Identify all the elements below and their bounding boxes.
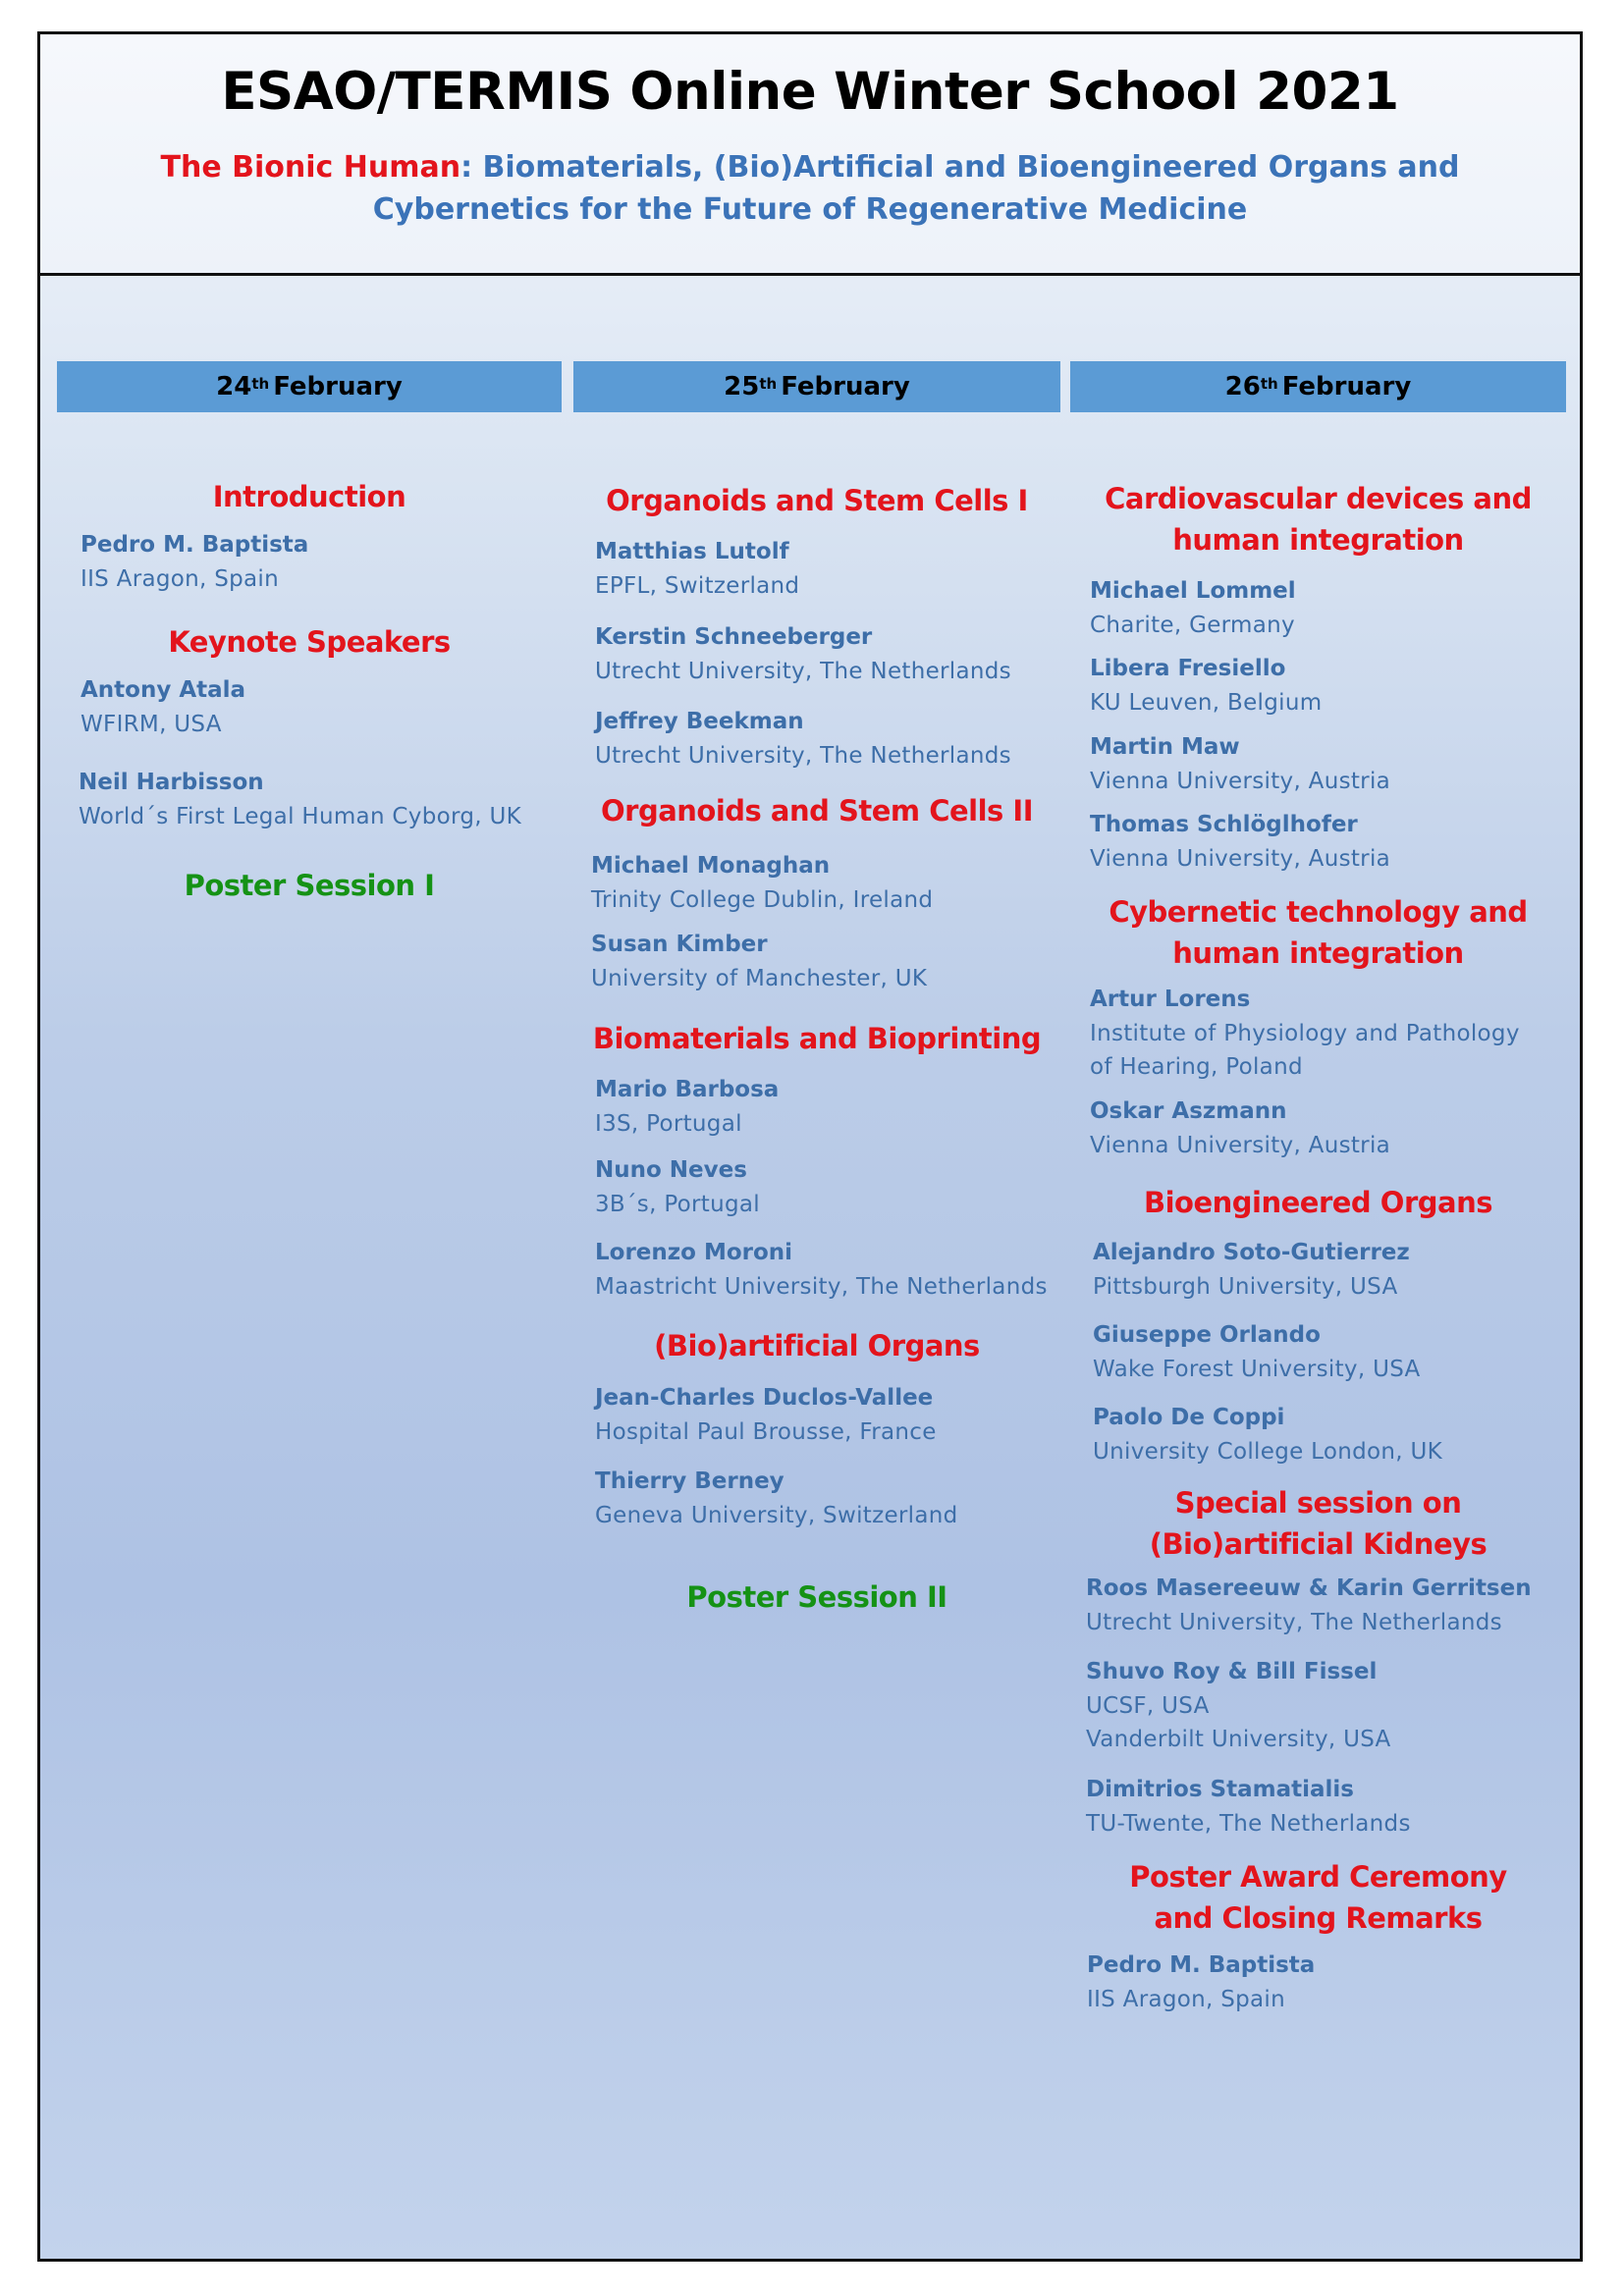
speaker-affiliation: UCSF, USA Vanderbilt University, USA (1086, 1693, 1391, 1752)
speaker-entry (595, 619, 1011, 688)
section-title-poster-1: Poster Session I (184, 869, 435, 902)
section-title-poster-2: Poster Session II (686, 1580, 947, 1614)
speaker-entry (591, 848, 933, 917)
speaker-name: Dimitrios Stamatialis (1086, 1777, 1354, 1802)
speaker-affiliation: Vienna University, Austria (1090, 769, 1391, 794)
speaker-affiliation: Utrecht University, The Netherlands (595, 659, 1011, 684)
speaker-entry (1087, 1948, 1315, 2016)
speaker-affiliation: Charite, Germany (1090, 613, 1295, 638)
speaker-affiliation: Vienna University, Austria (1090, 1133, 1391, 1158)
speaker-affiliation: Utrecht University, The Netherlands (595, 743, 1011, 769)
speaker-affiliation: Geneva University, Switzerland (595, 1503, 958, 1528)
speaker-entry (81, 672, 245, 741)
speaker-name: Oskar Aszmann (1090, 1098, 1287, 1124)
speaker-entry (1086, 1654, 1391, 1756)
day-suffix: th (759, 375, 778, 393)
speaker-entry (595, 1380, 937, 1449)
speaker-affiliation: 3B´s, Portugal (595, 1192, 760, 1217)
speaker-entry (595, 704, 1011, 773)
speaker-entry (1093, 1400, 1442, 1468)
speaker-entry (1090, 729, 1390, 798)
speaker-name: Alejandro Soto-Gutierrez (1093, 1240, 1410, 1265)
page-title: ESAO/TERMIS Online Winter School 2021 (221, 62, 1399, 122)
page-subtitle (99, 146, 1521, 231)
speaker-name: Pedro M. Baptista (1087, 1952, 1316, 1978)
speaker-affiliation: Maastricht University, The Netherlands (595, 1274, 1048, 1300)
section-title-organoids-2: Organoids and Stem Cells II (601, 794, 1033, 828)
speaker-affiliation: EPFL, Switzerland (595, 573, 800, 599)
speaker-name: Michael Lommel (1090, 578, 1296, 604)
speaker-name: Kerstin Schneeberger (595, 624, 873, 650)
section-title-biomaterials: Biomaterials and Bioprinting (592, 1022, 1042, 1055)
speaker-entry (1090, 1094, 1390, 1162)
speaker-name: Jean-Charles Duclos-Vallee (595, 1385, 934, 1411)
section-title-closing: Poster Award Ceremony and Closing Remarks (1129, 1860, 1507, 1935)
subtitle-text: : Biomaterials, (Bio)Artificial and Bioengineered Organs and Cybernetics for the Future of Regenerative Medicine (372, 150, 1460, 227)
speaker-entry (595, 1235, 1048, 1304)
section-title-bioengineered: Bioengineered Organs (1144, 1186, 1492, 1219)
speaker-affiliation: World´s First Legal Human Cyborg, UK (79, 804, 521, 829)
speaker-name: Michael Monaghan (591, 853, 831, 879)
speaker-name: Jeffrey Beekman (595, 709, 804, 734)
day-month: February (781, 372, 910, 401)
speaker-affiliation: University of Manchester, UK (591, 966, 928, 991)
section-title-bioartificial-organs: (Bio)artificial Organs (654, 1329, 980, 1362)
speaker-entry (595, 1464, 958, 1532)
day-number: 24 (216, 372, 252, 401)
speaker-entry (79, 765, 521, 833)
speaker-affiliation: University College London, UK (1093, 1439, 1443, 1465)
speaker-name: Pedro M. Baptista (81, 532, 309, 558)
section-title-kidneys: Special session on (Bio)artificial Kidneys (1149, 1486, 1488, 1561)
section-title-cybernetic: Cybernetic technology and human integration (1109, 895, 1528, 970)
day-suffix: th (1260, 375, 1278, 393)
speaker-entry (81, 527, 308, 596)
day-header-2 (573, 361, 1060, 412)
speaker-affiliation: Vienna University, Austria (1090, 846, 1391, 872)
speaker-name: Lorenzo Moroni (595, 1240, 793, 1265)
speaker-name: Antony Atala (81, 677, 246, 703)
speaker-affiliation: IIS Aragon, Spain (1087, 1987, 1285, 2012)
section-title-introduction: Introduction (212, 480, 406, 513)
day-month: February (1281, 372, 1412, 401)
speaker-entry (1090, 651, 1322, 720)
speaker-affiliation: Wake Forest University, USA (1093, 1357, 1421, 1382)
speaker-entry (1086, 1571, 1532, 1639)
speaker-affiliation: Pittsburgh University, USA (1093, 1274, 1398, 1300)
speaker-name: Thierry Berney (595, 1468, 784, 1494)
speaker-name: Artur Lorens (1090, 987, 1251, 1012)
day-month: February (273, 372, 403, 401)
speaker-affiliation: TU-Twente, The Netherlands (1086, 1811, 1411, 1837)
day-header-3 (1070, 361, 1566, 412)
section-title-organoids-1: Organoids and Stem Cells I (606, 484, 1028, 517)
speaker-entry (1090, 982, 1520, 1084)
speaker-name: Susan Kimber (591, 932, 768, 957)
section-title-cardiovascular: Cardiovascular devices and human integration (1105, 482, 1532, 557)
program-header (40, 34, 1580, 276)
subtitle-highlight: The Bionic Human (160, 150, 461, 185)
speaker-entry (595, 1072, 779, 1141)
speaker-affiliation: Institute of Physiology and Pathology of Hearing, Poland (1090, 1021, 1520, 1080)
speaker-entry (1093, 1235, 1410, 1304)
day-number: 26 (1224, 372, 1261, 401)
day-header-1 (57, 361, 562, 412)
speaker-name: Shuvo Roy & Bill Fissel (1086, 1659, 1378, 1684)
speaker-entry (1086, 1772, 1411, 1841)
speaker-name: Matthias Lutolf (595, 539, 789, 564)
speaker-affiliation: Hospital Paul Brousse, France (595, 1419, 937, 1445)
speaker-name: Martin Maw (1090, 734, 1240, 760)
speaker-affiliation: IIS Aragon, Spain (81, 566, 279, 592)
day-number: 25 (724, 372, 760, 401)
section-title-keynote: Keynote Speakers (168, 625, 451, 659)
speaker-name: Paolo De Coppi (1093, 1405, 1285, 1430)
day-suffix: th (251, 375, 270, 393)
speaker-name: Nuno Neves (595, 1157, 747, 1183)
speaker-entry (595, 534, 799, 603)
speaker-name: Giuseppe Orlando (1093, 1322, 1321, 1348)
speaker-name: Neil Harbisson (79, 770, 264, 795)
speaker-name: Libera Fresiello (1090, 656, 1286, 681)
speaker-name: Mario Barbosa (595, 1077, 780, 1102)
speaker-name: Roos Masereeuw & Karin Gerritsen (1086, 1575, 1532, 1601)
speaker-entry (595, 1152, 760, 1221)
speaker-affiliation: Trinity College Dublin, Ireland (591, 887, 934, 913)
speaker-affiliation: WFIRM, USA (81, 712, 222, 737)
speaker-affiliation: I3S, Portugal (595, 1111, 742, 1137)
speaker-entry (1093, 1317, 1421, 1386)
speaker-entry (591, 927, 927, 995)
speaker-entry (1090, 573, 1296, 642)
speaker-affiliation: Utrecht University, The Netherlands (1086, 1610, 1502, 1635)
speaker-entry (1090, 807, 1390, 876)
speaker-name: Thomas Schlöglhofer (1090, 812, 1358, 837)
speaker-affiliation: KU Leuven, Belgium (1090, 690, 1323, 716)
